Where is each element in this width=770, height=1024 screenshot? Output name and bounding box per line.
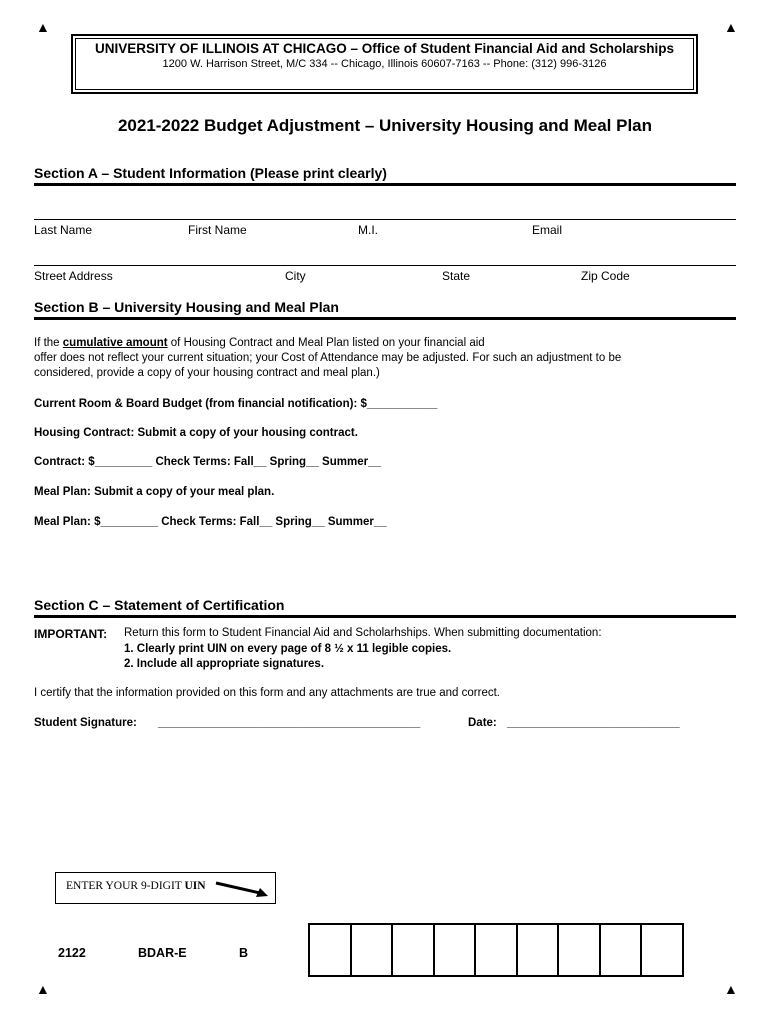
contract-amount-field[interactable]: Contract: $_________ Check Terms: Fall__ Spring__ Summer__ (34, 456, 381, 468)
uin-digit-box[interactable] (391, 923, 435, 977)
form-year-code: 2122 (58, 946, 86, 960)
header-address: 1200 W. Harrison Street, M/C 334 -- Chicago, Illinois 60607-7163 -- Phone: (312) 996-3126 (162, 58, 607, 70)
mi-label: M.I. (358, 223, 378, 237)
uin-digit-boxes[interactable] (308, 923, 682, 977)
meal-plan-amount-field[interactable]: Meal Plan: $_________ Check Terms: Fall__ Spring__ Summer__ (34, 516, 387, 528)
section-b-paragraph (34, 336, 736, 381)
uin-digit-box[interactable] (557, 923, 601, 977)
uin-instruction-text: ENTER YOUR 9-DIGIT UIN (66, 880, 206, 892)
date-label: Date: (468, 717, 497, 729)
form-version-code: B (239, 946, 249, 960)
state-label: State (442, 269, 471, 283)
bottom-left-registration-mark: ▲ (36, 981, 50, 997)
section-c-heading: Section C – Statement of Certification (34, 597, 285, 613)
meal-plan-note: Meal Plan: Submit a copy of your meal plan. (34, 486, 275, 498)
street-address-label: Street Address (34, 269, 113, 283)
important-label: IMPORTANT: (34, 627, 108, 641)
section-c-rule (34, 615, 736, 618)
student-signature-field[interactable]: _________________________________________ (158, 717, 421, 729)
cumulative-amount-emphasis: cumulative amount (62, 337, 168, 349)
housing-contract-note: Housing Contract: Submit a copy of your housing contract. (34, 427, 358, 439)
bottom-right-registration-mark: ▲ (724, 981, 738, 997)
row2-input-line[interactable] (34, 265, 736, 266)
section-b-rule (34, 317, 736, 320)
arrow-right-icon (214, 880, 270, 900)
top-right-registration-mark: ▲ (724, 19, 738, 35)
city-label: City (285, 269, 306, 283)
important-text: Return this form to Student Financial Aid and Scholarhships. When submitting documentation: (124, 627, 602, 639)
uin-digit-box[interactable] (433, 923, 477, 977)
certification-statement: I certify that the information provided on this form and any attachments are true and correct. (34, 687, 500, 699)
form-id-code: BDAR-E (138, 946, 187, 960)
email-label: Email (532, 223, 563, 237)
zip-code-label: Zip Code (581, 269, 630, 283)
section-b-heading: Section B – University Housing and Meal Plan (34, 299, 339, 315)
uin-digit-box[interactable] (640, 923, 684, 977)
instruction-item-1: 1. Clearly print UIN on every page of 8 ½ x 11 legible copies. (124, 643, 452, 655)
room-board-budget-field[interactable]: Current Room & Board Budget (from financial notification): $___________ (34, 398, 438, 410)
uin-digit-box[interactable] (308, 923, 352, 977)
form-title: 2021-2022 Budget Adjustment – University Housing and Meal Plan (117, 116, 653, 135)
uin-digit-box[interactable] (516, 923, 560, 977)
section-a-rule (34, 183, 736, 186)
uin-digit-box[interactable] (350, 923, 394, 977)
student-signature-label: Student Signature: (34, 717, 137, 729)
first-name-label: First Name (188, 223, 247, 237)
paragraph-line-3: considered, provide a copy of your housing contract and meal plan.) (34, 367, 380, 379)
uin-digit-box[interactable] (599, 923, 643, 977)
top-left-registration-mark: ▲ (36, 19, 50, 35)
paragraph-line-2: offer does not reflect your current situation; your Cost of Attendance may be adjusted. For such an adjustment to be (34, 352, 622, 364)
last-name-label: Last Name (34, 223, 93, 237)
row1-input-line[interactable] (34, 219, 736, 220)
uin-digit-box[interactable] (474, 923, 518, 977)
instruction-item-2: 2. Include all appropriate signatures. (124, 658, 325, 670)
header-university-name: UNIVERSITY OF ILLINOIS AT CHICAGO – Office of Student Financial Aid and Scholarships (94, 41, 675, 56)
paragraph-line-1: If the cumulative amount of Housing Contract and Meal Plan listed on your financial aid (34, 337, 485, 349)
section-a-heading: Section A – Student Information (Please print clearly) (34, 165, 387, 181)
date-field[interactable]: ___________________________ (507, 717, 680, 729)
